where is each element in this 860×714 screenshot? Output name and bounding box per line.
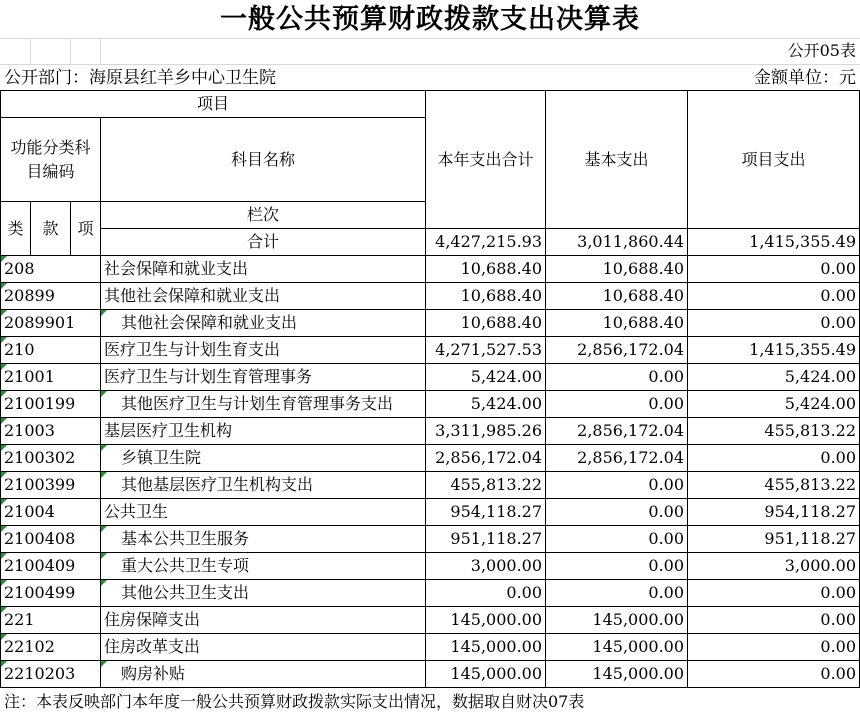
table-row xyxy=(1,256,860,283)
table-row xyxy=(1,391,860,418)
header-subject-name: 科目名称 xyxy=(101,118,426,202)
row-project: 951,118.27 xyxy=(688,526,860,553)
cell-marker xyxy=(1,553,7,559)
row-total: 0.00 xyxy=(426,580,546,607)
cell-marker xyxy=(1,580,7,586)
row-code: 20899 xyxy=(1,283,101,310)
table-row xyxy=(1,445,860,472)
row-code: 2100302 xyxy=(1,445,101,472)
cell-marker xyxy=(1,418,7,424)
cell-marker xyxy=(101,580,107,586)
table-row xyxy=(1,553,860,580)
row-project: 0.00 xyxy=(688,256,860,283)
report-title: 一般公共预算财政拨款支出决算表 xyxy=(220,4,640,35)
row-subject-name: 乡镇卫生院 xyxy=(101,445,426,472)
row-code: 2100399 xyxy=(1,472,101,499)
row-basic: 145,000.00 xyxy=(546,661,688,688)
row-project: 0.00 xyxy=(688,283,860,310)
cell-marker xyxy=(101,661,107,667)
row-subject-name: 其他社会保障和就业支出 xyxy=(101,283,426,310)
row-code: 21001 xyxy=(1,364,101,391)
cell-marker xyxy=(101,310,107,316)
cell-marker xyxy=(1,472,7,478)
header-col-total: 本年支出合计 xyxy=(426,91,546,229)
cell-marker xyxy=(1,607,7,613)
row-basic: 145,000.00 xyxy=(546,634,688,661)
row-total: 145,000.00 xyxy=(426,634,546,661)
cell-marker xyxy=(1,256,7,262)
row-code: 2100499 xyxy=(1,580,101,607)
row-subject-name: 其他社会保障和就业支出 xyxy=(101,310,426,337)
row-basic: 2,856,172.04 xyxy=(546,418,688,445)
row-subject-name: 公共卫生 xyxy=(101,499,426,526)
header-lei: 类 xyxy=(1,202,31,256)
row-project: 1,415,355.49 xyxy=(688,337,860,364)
cell-marker xyxy=(1,634,7,640)
row-subject-name: 基层医疗卫生机构 xyxy=(101,418,426,445)
row-project: 0.00 xyxy=(688,310,860,337)
row-subject-name: 其他基层医疗卫生机构支出 xyxy=(101,472,426,499)
row-code: 2100409 xyxy=(1,553,101,580)
table-row xyxy=(1,607,860,634)
row-total: 2,856,172.04 xyxy=(426,445,546,472)
row-basic: 0.00 xyxy=(546,553,688,580)
row-basic: 10,688.40 xyxy=(546,310,688,337)
row-subject-name: 住房改革支出 xyxy=(101,634,426,661)
table-row xyxy=(1,634,860,661)
table-row xyxy=(1,283,860,310)
cell-marker xyxy=(1,337,7,343)
cell-marker xyxy=(101,553,107,559)
header-kuan: 款 xyxy=(31,202,71,256)
cell-marker xyxy=(101,391,107,397)
row-basic: 0.00 xyxy=(546,364,688,391)
cell-marker xyxy=(101,526,107,532)
cell-marker xyxy=(1,391,7,397)
row-basic: 0.00 xyxy=(546,472,688,499)
footnote: 注：本表反映部门本年度一般公共预算财政拨款实际支出情况，数据取自财决07表 xyxy=(4,692,585,711)
row-total: 10,688.40 xyxy=(426,283,546,310)
sum-label: 合计 xyxy=(101,229,426,256)
row-basic: 0.00 xyxy=(546,526,688,553)
row-code: 2210203 xyxy=(1,661,101,688)
table-row xyxy=(1,337,860,364)
row-subject-name: 其他公共卫生支出 xyxy=(101,580,426,607)
header-item: 项目 xyxy=(1,91,426,118)
row-total: 954,118.27 xyxy=(426,499,546,526)
table-row xyxy=(1,499,860,526)
row-code: 221 xyxy=(1,607,101,634)
row-project: 5,424.00 xyxy=(688,364,860,391)
row-code: 208 xyxy=(1,256,101,283)
row-code: 210 xyxy=(1,337,101,364)
header-lanci: 栏次 xyxy=(101,202,426,229)
cell-marker xyxy=(1,526,7,532)
row-project: 5,424.00 xyxy=(688,391,860,418)
row-basic: 10,688.40 xyxy=(546,283,688,310)
table-row xyxy=(1,526,860,553)
table-row xyxy=(1,580,860,607)
row-basic: 145,000.00 xyxy=(546,607,688,634)
row-total: 145,000.00 xyxy=(426,607,546,634)
table-row xyxy=(1,472,860,499)
row-code: 22102 xyxy=(1,634,101,661)
row-total: 455,813.22 xyxy=(426,472,546,499)
row-total: 3,311,985.26 xyxy=(426,418,546,445)
row-total: 145,000.00 xyxy=(426,661,546,688)
row-basic: 2,856,172.04 xyxy=(546,337,688,364)
cell-marker xyxy=(1,661,7,667)
sheet-grid-row xyxy=(0,38,860,65)
cell-marker xyxy=(1,445,7,451)
row-subject-name: 社会保障和就业支出 xyxy=(101,256,426,283)
cell-marker xyxy=(1,364,7,370)
row-total: 4,271,527.53 xyxy=(426,337,546,364)
row-subject-name: 重大公共卫生专项 xyxy=(101,553,426,580)
header-func-code: 功能分类科目编码 xyxy=(1,118,101,202)
row-basic: 2,856,172.04 xyxy=(546,445,688,472)
row-total: 10,688.40 xyxy=(426,256,546,283)
row-project: 0.00 xyxy=(688,661,860,688)
row-total: 951,118.27 xyxy=(426,526,546,553)
header-col-project: 项目支出 xyxy=(688,91,860,229)
cell-marker xyxy=(101,472,107,478)
sum-basic: 3,011,860.44 xyxy=(546,229,688,256)
row-project: 3,000.00 xyxy=(688,553,860,580)
row-project: 455,813.22 xyxy=(688,472,860,499)
table-row xyxy=(1,310,860,337)
row-project: 455,813.22 xyxy=(688,418,860,445)
row-total: 5,424.00 xyxy=(426,391,546,418)
row-code: 21003 xyxy=(1,418,101,445)
row-basic: 0.00 xyxy=(546,499,688,526)
row-code: 2100408 xyxy=(1,526,101,553)
row-subject-name: 医疗卫生与计划生育支出 xyxy=(101,337,426,364)
form-code: 公开05表 xyxy=(787,41,856,60)
row-project: 0.00 xyxy=(688,607,860,634)
amount-unit-label: 金额单位：元 xyxy=(754,68,856,88)
row-subject-name: 基本公共卫生服务 xyxy=(101,526,426,553)
row-total: 5,424.00 xyxy=(426,364,546,391)
table-row xyxy=(1,418,860,445)
expenditure-table xyxy=(0,90,860,688)
row-project: 0.00 xyxy=(688,580,860,607)
department-label: 公开部门：海原县红羊乡中心卫生院 xyxy=(4,68,276,88)
row-code: 21004 xyxy=(1,499,101,526)
cell-marker xyxy=(1,499,7,505)
table-row xyxy=(1,364,860,391)
cell-marker xyxy=(1,283,7,289)
row-project: 954,118.27 xyxy=(688,499,860,526)
header-col-basic: 基本支出 xyxy=(546,91,688,229)
row-subject-name: 购房补贴 xyxy=(101,661,426,688)
row-subject-name: 住房保障支出 xyxy=(101,607,426,634)
row-basic: 0.00 xyxy=(546,391,688,418)
row-subject-name: 其他医疗卫生与计划生育管理事务支出 xyxy=(101,391,426,418)
row-total: 10,688.40 xyxy=(426,310,546,337)
row-code: 2100199 xyxy=(1,391,101,418)
cell-marker xyxy=(101,445,107,451)
row-project: 0.00 xyxy=(688,634,860,661)
table-row xyxy=(1,661,860,688)
header-xiang: 项 xyxy=(71,202,101,256)
row-total: 3,000.00 xyxy=(426,553,546,580)
row-code: 2089901 xyxy=(1,310,101,337)
row-basic: 10,688.40 xyxy=(546,256,688,283)
sum-total: 4,427,215.93 xyxy=(426,229,546,256)
row-subject-name: 医疗卫生与计划生育管理事务 xyxy=(101,364,426,391)
row-project: 0.00 xyxy=(688,445,860,472)
row-basic: 0.00 xyxy=(546,580,688,607)
sum-project: 1,415,355.49 xyxy=(688,229,860,256)
cell-marker xyxy=(1,310,7,316)
